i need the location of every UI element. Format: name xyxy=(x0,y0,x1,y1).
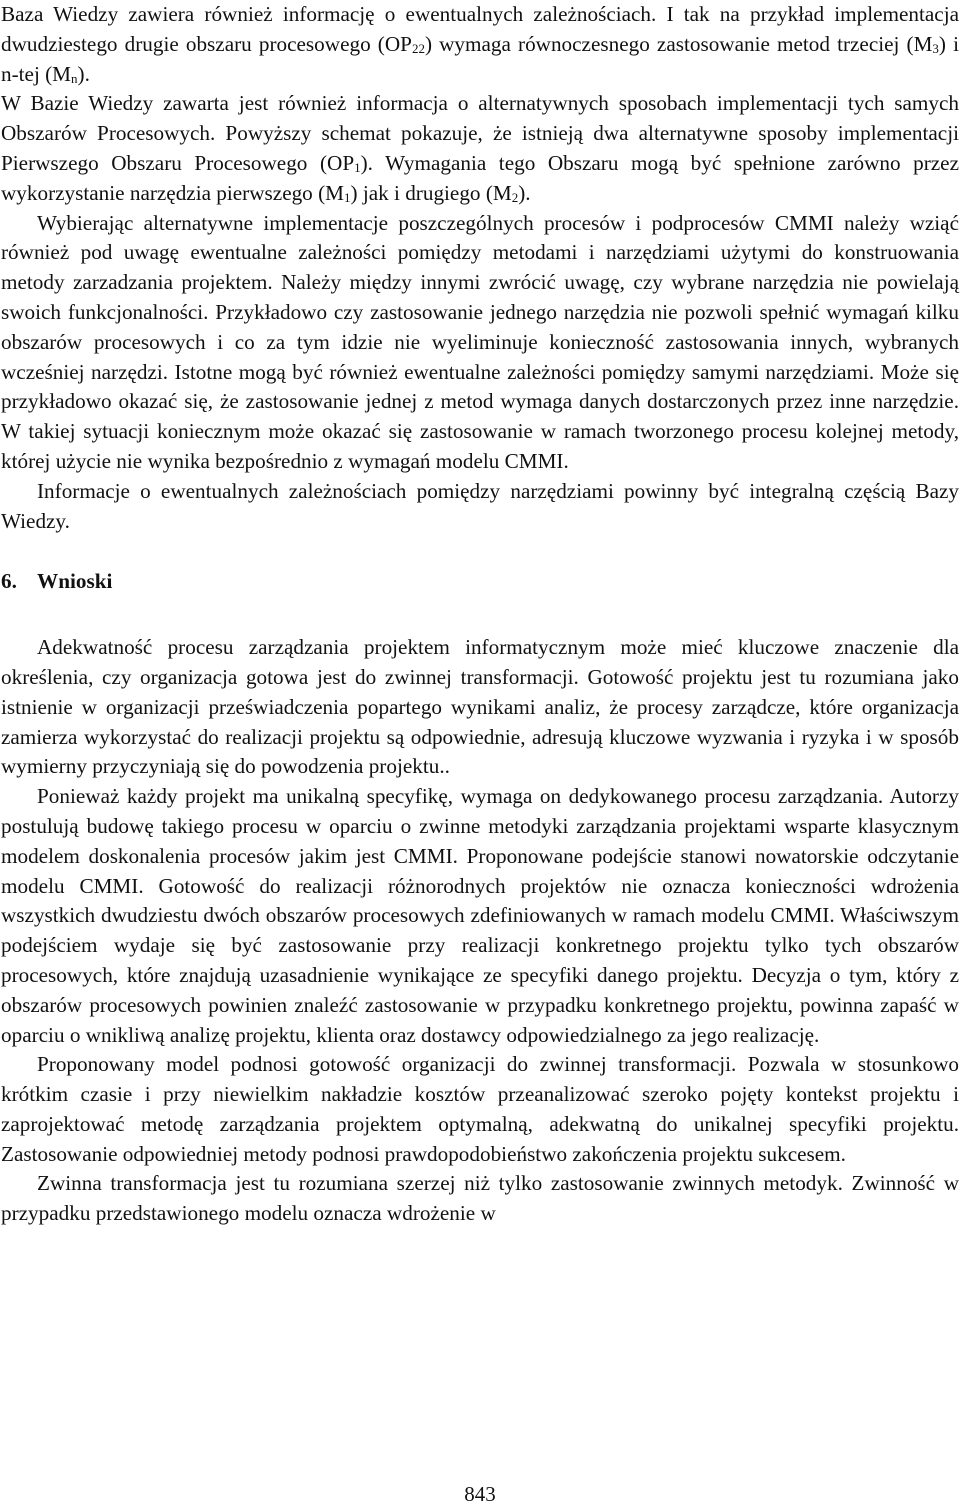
subscript: 22 xyxy=(411,40,425,56)
paragraph-alternatives xyxy=(1,89,959,208)
spacer xyxy=(1,597,959,633)
text-run: ). xyxy=(77,61,90,86)
subscript: 3 xyxy=(932,40,939,56)
page-number: 843 xyxy=(464,1482,496,1506)
text-run: Baza Wiedzy zawiera również informację o ewentualnych zależnościach. I tak na przykład implementacja dwudziestego drugie obszaru procesowego (OP xyxy=(1,2,959,56)
subscript: 1 xyxy=(343,189,351,205)
subscript: 2 xyxy=(511,189,519,205)
text-run: ) wymaga równoczesnego zastosowanie metod trzeciej (M xyxy=(424,31,933,56)
text-run: W Bazie Wiedzy zawarta jest również informacja o alternatywnych sposobach implementacji tych samych Obszarów Procesowych. Powyższy schemat pokazuje, że istnieją dwa alternatywne sposoby implementacji Pierwszego Obszaru Procesowego (OP xyxy=(1,91,959,175)
paragraph-proposed-model: Proponowany model podnosi gotowość organizacji do zwinnej transformacji. Pozwala w stosunkowo krótkim czasie i przy niewielkim nakładzie kosztów przeanalizować szeroko pojęty kontekst projektu i zaprojektować metodę zarządzania projektem optymalną, adekwatną do unikalnej specyfiki projektu. Zastosowanie odpowiedniej metody podnosi prawdopodobieństwo zakończenia projektu sukcesem. xyxy=(1,1052,959,1166)
text-run: ) jak i drugiego (M xyxy=(350,180,512,205)
text-run: ) i n-tej (M xyxy=(1,31,959,86)
paragraph-unique-specificity: Ponieważ każdy projekt ma unikalną specyfikę, wymaga on dedykowanego procesu zarządzania. Autorzy postulują budowę takiego procesu w oparciu o zwinne metodyki zarządzania projektami wsparte klasycznym modelem doskonalenia procesów jakim jest CMMI. Proponowane podejście stanowi nowatorskie odczytanie modelu CMMI. Gotowość do realizacji różnorodnych projektów nie oznacza konieczności wdrożenia wszystkich dwudziestu dwóch obszarów procesowych zdefiniowanych w ramach modelu CMMI. Właściwszym podejściem wydaje się być zastosowanie przy realizacji konkretnego projektu tylko tych obszarów procesowych, które znajdują uzasadnienie wynikające ze specyfiki danego projektu. Decyzja o tym, który z obszarów procesowych powinien znaleźć zastosowanie w przypadku konkretnego projektu, powinna zapaść w oparciu o wnikliwą analizę projektu, klienta oraz dostawcy odpowiedzialnego za jego realizację. xyxy=(1,784,959,1047)
paragraph-knowledge-base: Informacje o ewentualnych zależnościach pomiędzy narzędziami powinny być integralną częścią Bazy Wiedzy. xyxy=(1,478,959,533)
subscript: n xyxy=(71,70,78,86)
subscript: 1 xyxy=(354,159,361,175)
text-run: ). xyxy=(518,180,531,205)
paragraph-agile-transformation: Zwinna transformacja jest tu rozumiana szerzej niż tylko zastosowanie zwinnych metodyk. Zwinność w przypadku przedstawionego modelu oznacza wdrożenie w xyxy=(1,1171,959,1226)
section-number: 6. xyxy=(1,569,17,594)
section-heading xyxy=(1,567,959,597)
paragraph-adequacy: Adekwatność procesu zarządzania projektem informatycznym może mieć kluczowe znaczenie dla określenia, czy organizacja gotowa jest do zwinnej transformacji. Gotowość projektu jest tu rozumiana jako istnienie w organizacji przeświadczenia popartego wynikami analiz, że procesy zarządcze, które organizacja zamierza wykorzystać do realizacji projektu są odpowiednie, adresują kluczowe wyzwania i ryzyka i w sposób wymierny przyczyniają się do powodzenia projektu.. xyxy=(1,635,959,779)
section-title: Wnioski xyxy=(37,569,113,594)
text-run: ). Wymagania tego Obszaru mogą być spełnione zarówno przez wykorzystanie narzędzia pierwszego (M xyxy=(1,150,959,205)
paragraph-dependencies xyxy=(1,0,959,89)
paragraph-selection: Wybierając alternatywne implementacje poszczególnych procesów i podprocesów CMMI należy wziąć również pod uwagę ewentualne zależności pomiędzy metodami i narzędziami użytymi do konstruowania metody zarzadzania projektem. Należy między innymi zwrócić uwagę, czy wybrane narzędzia nie powielają swoich funkcjonalności. Przykładowo czy zastosowanie jednego narzędzia nie pozwoli spełnić wymagań kilku obszarów procesowych i co za tym idzie nie wyeliminuje konieczność zastosowania innych, wybranych wcześniej narzędzi. Istotne mogą być również ewentualne zależności pomiędzy samymi narzędziami. Może się przykładowo okazać się, że zastosowanie jednej z metod wymaga danych dostarczonych przez inne narzędzie. W takiej sytuacji koniecznym może okazać się zastosowanie w ramach tworzonego procesu kolejnej metody, której użycie nie wynika bezpośrednio z wymagań modelu CMMI. xyxy=(1,210,959,473)
